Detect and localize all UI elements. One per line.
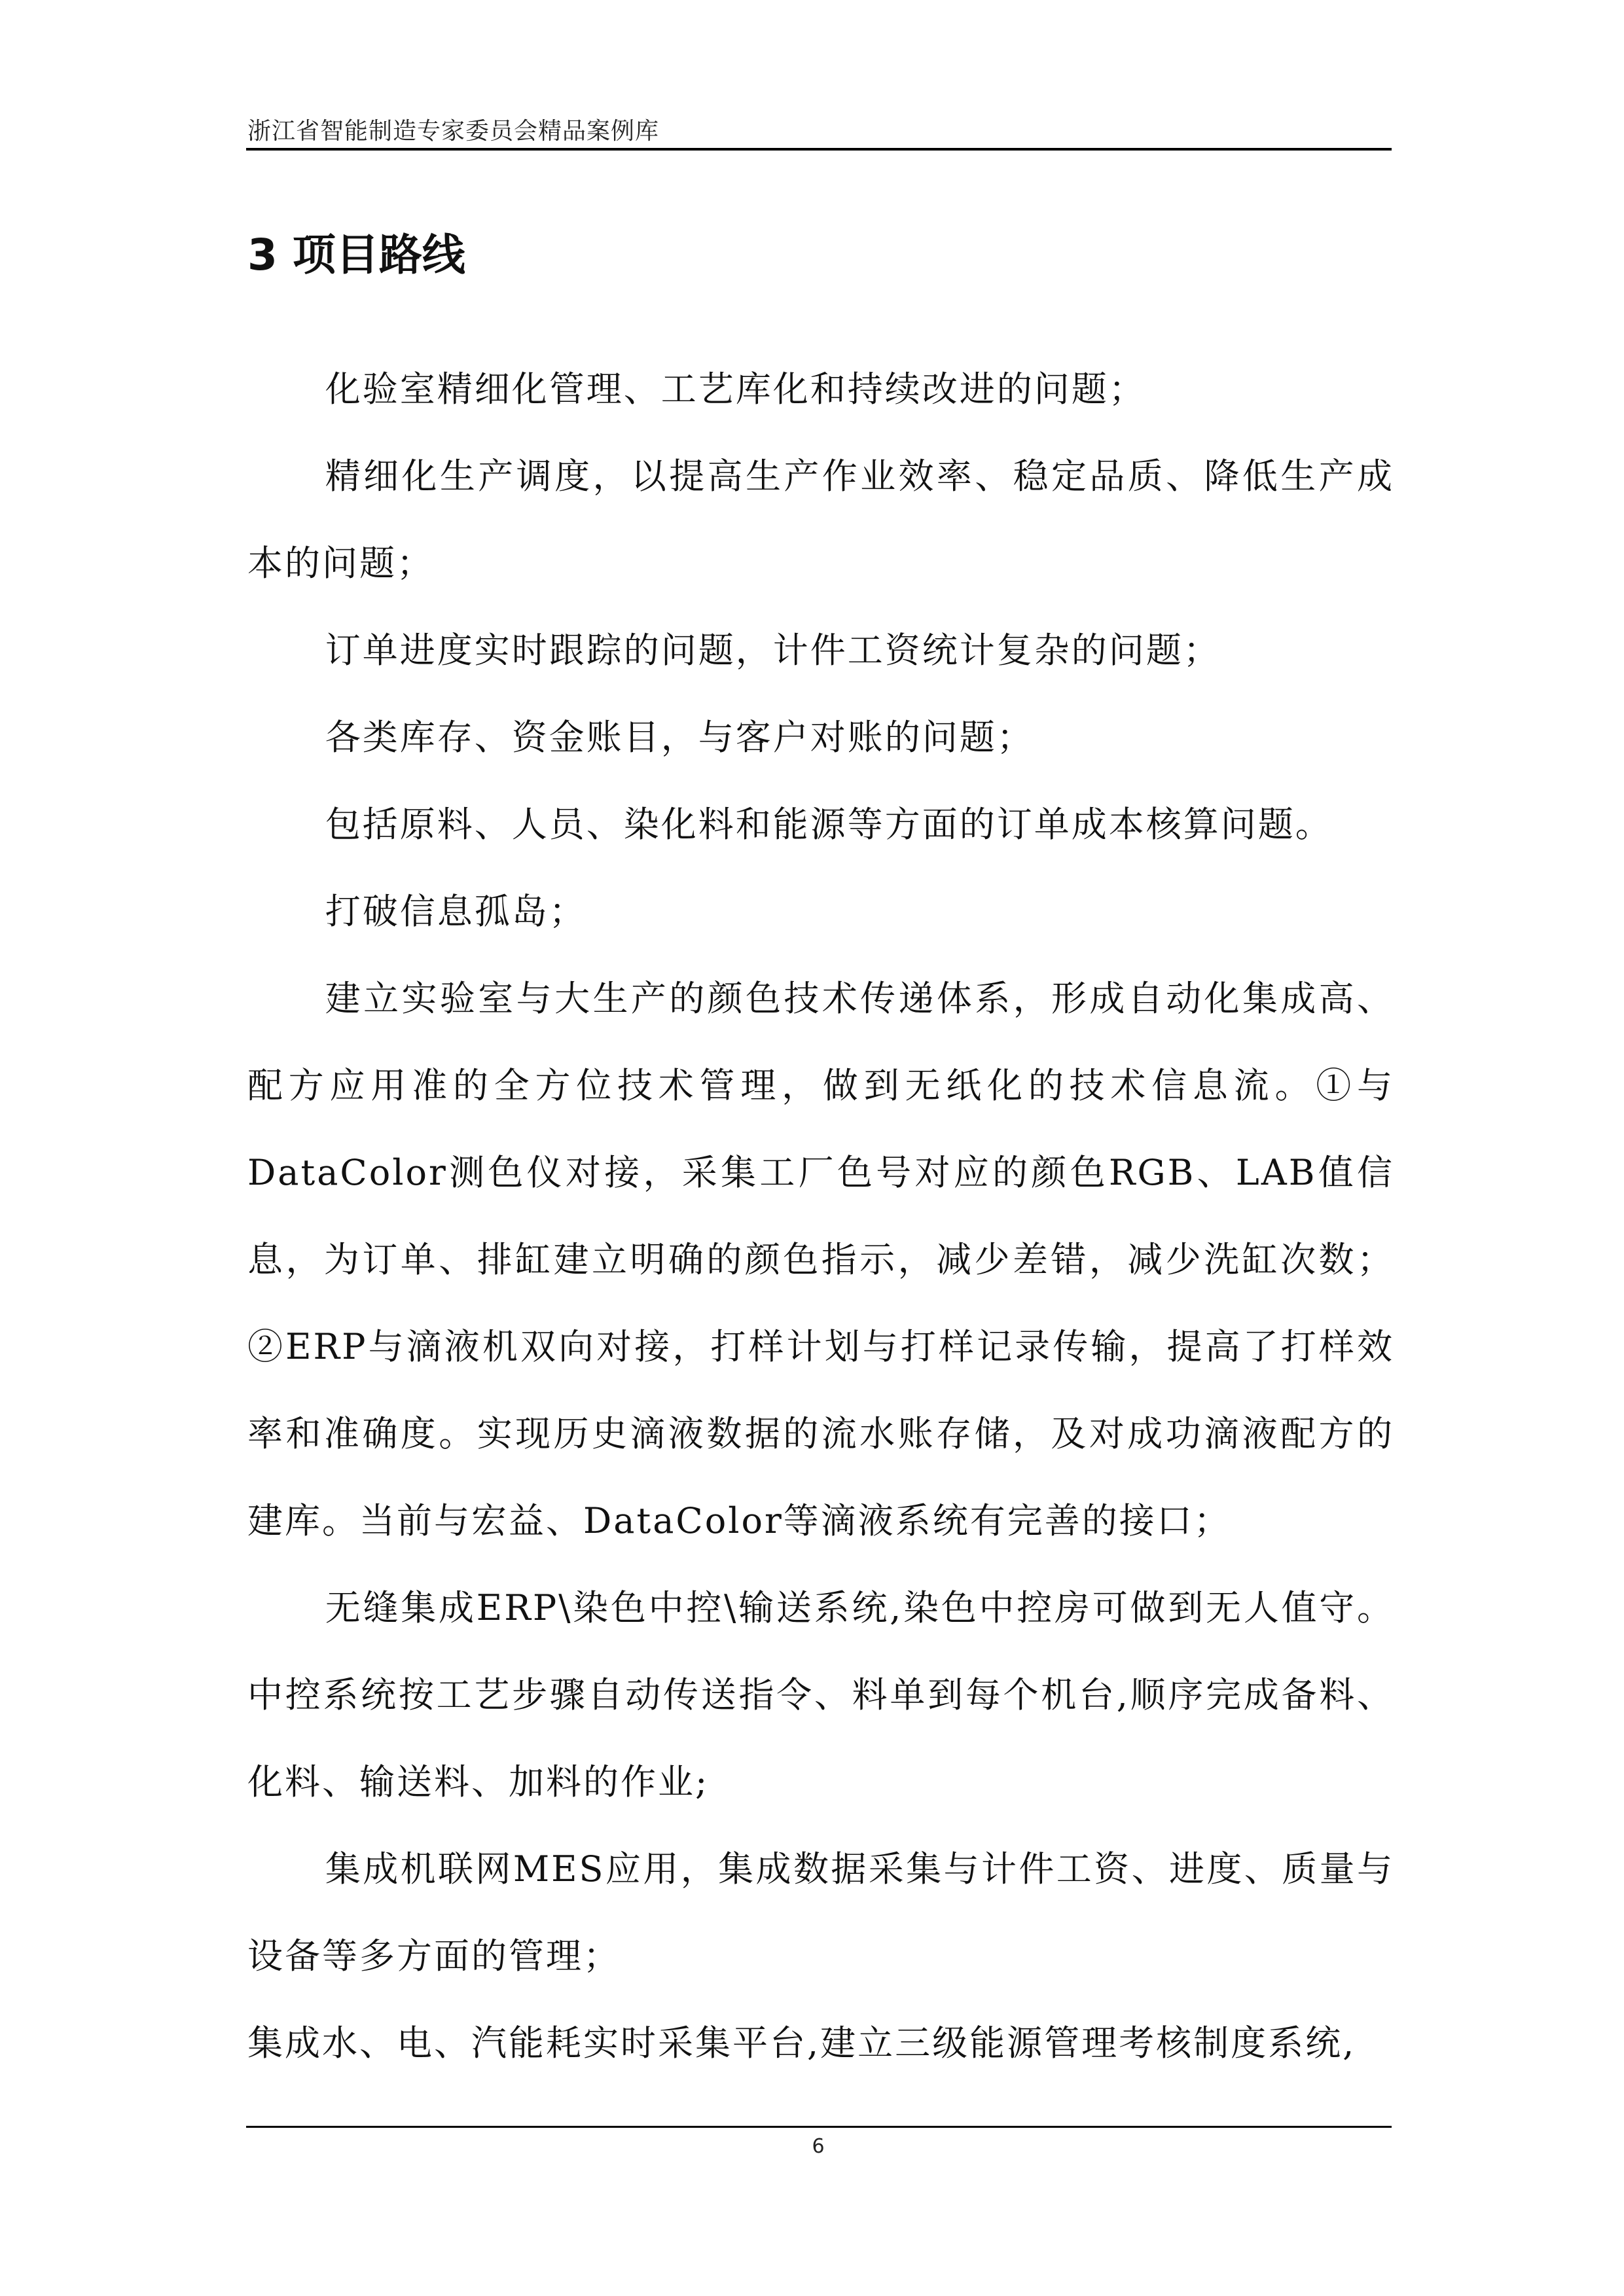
section-title: 3 项目路线 (247, 230, 465, 280)
paragraph: 订单进度实时跟踪的问题，计件工资统计复杂的问题； (325, 630, 1221, 671)
paragraph: 化验室精细化管理、工艺库化和持续改进的问题； (325, 368, 1146, 410)
paragraph: 建立实验室与大生产的颜色技术传递体系，形成自动化集成高、配方应用准的全方位技术管理，做到无纸化的技术信息流。①与DataColor测色仪对接，采集工厂色号对应的颜色RGB、LAB值信息，为订单、排缸建立明确的颜色指示，减少差错，减少洗缸次数；②ERP与滴液机双向对接，打样计划与打样记录传输，提高了打样效率和准确度。实现历史滴液数据的流水账存储，及对成功滴液配方的建库。当前与宏益、DataColor等滴液系统有完善的接口； (247, 978, 1394, 1541)
paragraph: 包括原料、人员、染化料和能源等方面的订单成本核算问题。 (325, 804, 1333, 845)
paragraph: 集成水、电、汽能耗实时采集平台,建立三级能源管理考核制度系统, (247, 2022, 1356, 2064)
paragraph: 集成机联网MES应用，集成数据采集与计件工资、进度、质量与设备等多方面的管理； (247, 1848, 1394, 1977)
paragraph: 各类库存、资金账目，与客户对账的问题； (325, 717, 1034, 758)
header-divider (246, 148, 1392, 151)
paragraph: 无缝集成ERP\染色中控\输送系统,染色中控房可做到无人值守。中控系统按工艺步骤自动传送指令、料单到每个机台,顺序完成备料、化料、输送料、加料的作业; (247, 1587, 1394, 1803)
paragraph: 精细化生产调度，以提高生产作业效率、稳定品质、降低生产成本的问题； (247, 456, 1394, 584)
paragraph: 打破信息孤岛； (325, 891, 586, 932)
running-header: 浙江省智能制造专家委员会精品案例库 (247, 118, 660, 145)
body-text (247, 346, 1394, 2087)
page-number: 6 (812, 2135, 825, 2158)
footer-divider (246, 2126, 1392, 2128)
